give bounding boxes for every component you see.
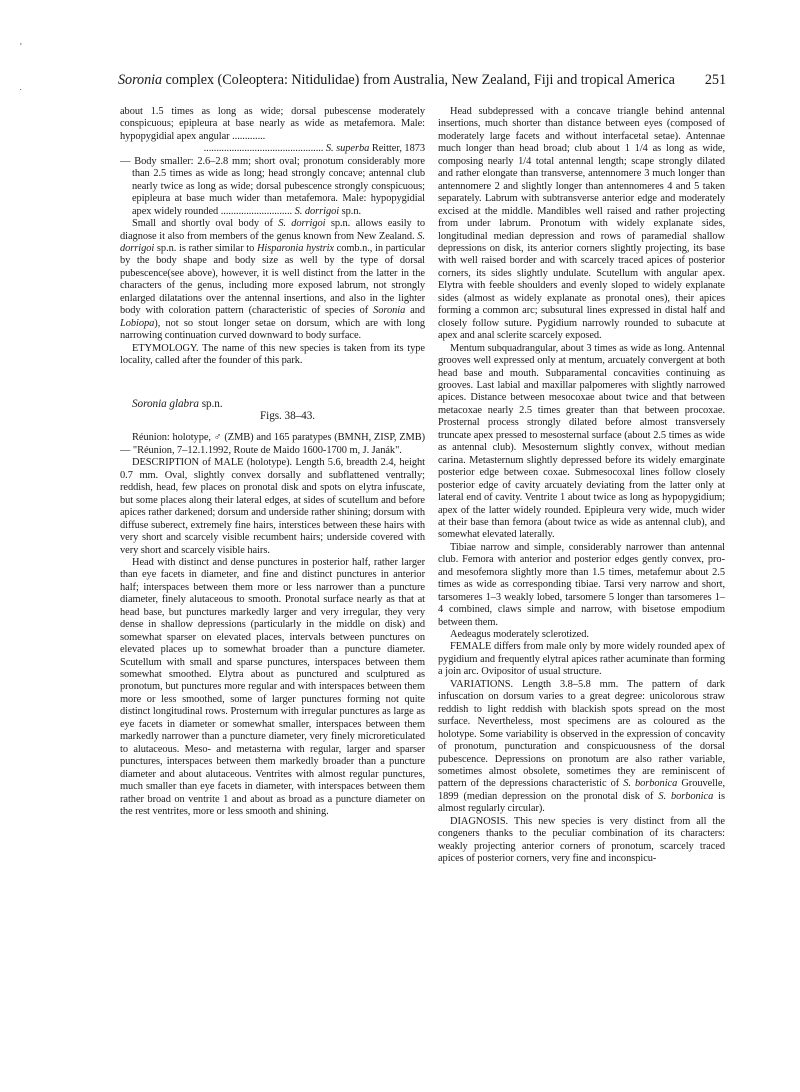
taxon-name: S. borbonica — [658, 790, 714, 802]
paragraph-female: FEMALE differs from male only by more widely rounded apex of pygidium and frequently elytral apices rather acuminate than forming a join arc. Ovipositor of usual structure. — [438, 641, 725, 678]
taxon-author: Reitter, 1873 — [369, 143, 425, 155]
taxon-name: Lobiopa — [120, 317, 155, 329]
margin-mark-bottom: ˙ — [19, 88, 23, 99]
paragraph-diagnosis: DIAGNOSIS. This new species is very distinct from all the congeners thanks to the peculiar combination of its characters: weakly projecting anterior corners of pronotum, scarcely traced apices of posterior corners, very fine and inconspicu- — [438, 815, 725, 865]
key-couplet-dorrigoi — [120, 156, 425, 218]
taxon-name: S. borbonica — [623, 778, 678, 790]
paragraph-material: Réunion: holotype, ♂ (ZMB) and 165 paratypes (BMNH, ZISP, ZMB) — "Réunion, 7–12.1.1992, Route de Maido 1600-1700 m, J. Janák". — [120, 432, 425, 456]
key-couplet-end: about 1.5 times as long as wide; dorsal pubescense moderately conspicuous; epipleura at base nearly as wide as metafemora. Male: hypopygidial apex angular ............. — [120, 106, 425, 142]
left-column — [120, 106, 425, 818]
species-heading — [120, 398, 425, 410]
text-run: Small and shortly oval body of — [132, 218, 279, 230]
text-run: sp.n. is rather similar to — [154, 242, 257, 254]
taxon-suffix: sp.n. — [339, 205, 362, 217]
paragraph-description: DESCRIPTION of MALE (holotype). Length 5.6, breadth 2.4, height 0.7 mm. Oval, slightly convex dorsally and subflattened ventrally; reddish, head, few places on pronotal disk and spots on elytra infuscate, but some places along their lateral edges, at sides of scutellum and before apices rather darkened; dorsum and underside rather shining; dorsum with diffuse suberect, extremely fine hairs, interstices between these hairs with very short and scarcely visible recumbent hairs; underside covered with very short and scarcely visible hairs. — [120, 457, 425, 556]
couplet-text: — Body smaller: 2.6–2.8 mm; short oval; pronotum considerably more than 2.5 times as wide as long; head strongly concave; antennal club nearly twice as long as wide; dorsal pubescence strongly conspicuous; epipleura at base much wider than metafemora. Male: hypopygidial apex widely rounded ............................ — [120, 155, 425, 217]
right-column — [438, 106, 725, 866]
leader-dots: ............................................... — [203, 143, 326, 155]
paragraph-head-structure: Head subdepressed with a concave triangle behind antennal insertions, much shorter than distance between eyes (composed of moderately large facets and without interfacetal setae). Antennae much longer than head broad; club about 1 1/4 as long as wide, composing nearly 1/4 total antennal length; scape strongly dilated and rather elongate than transverse, antennomere 3 much longer than antennomere 2 and slightly longer than antennomeres 4 and 5 taken separately. Labrum with subtransverse anterior edge and moderately excised at the middle. Mandibles well raised and rather projecting from under labrum. Pronotum with widely explanate sides, longitudinal median depression and rows of paramedial shallow depressions on disk, its anterior corners slightly projecting, its base with well raised border and with scarcely traced apices of posterior corners, its sides slightly undulate. Scutellum with angular apex. Elytra with feeble shoulders and evenly sloped to widely explanate sides (almost as widely explanate as pronotal ones), their apices forming a common arc; subsutural lines expressed in distal half and closely follow suture. Pygidium narrowly rounded to subacute at apex and anal sclerite scarcely exposed. — [438, 106, 725, 342]
header-genus: Soronia — [118, 72, 163, 88]
paragraph-legs: Tibiae narrow and simple, considerably narrower than antennal club. Femora with anterior and posterior edges gently convex, pro- and mesofemora slightly more than 1.5 times, metafemur about 2.5 times as wide as corresponding tibiae. Tarsi very narrow and short, tarsomeres 1–3 weakly lobed, tarsomere 5 longer than tarsomeres 1–4 combined, claws simple and narrow, with bisetose empodium between them. — [438, 541, 725, 628]
text-run: VARIATIONS. Length 3.8–5.8 mm. The pattern of dark infuscation on dorsum varies to a great degree: unicolorous straw reddish to light reddish with blackish spots spread on the most surface. Nevertheless, most specimens are as coloured as the holotype. Some variability is observed in the expression of concavity of pronotum, puncturation and conspicuousness of the dorsal pubescence. Depressions on pronotum are also rather variable, sometimes almost obsolete, sometimes they are reminiscent of pattern of the depressions characteristic of — [438, 678, 725, 790]
paragraph-etymology: ETYMOLOGY. The name of this new species is taken from its type locality, called after the founder of this park. — [120, 342, 425, 367]
text-run: sp.n. allows easily to diagnose it also from members of the genus known from New Zealand. — [120, 218, 425, 242]
paragraph-variations — [438, 679, 725, 816]
text-run: Grouvelle, 1899 (median depression on the pronotal disk of — [438, 778, 725, 802]
taxon-name: S. dorrigoi — [120, 230, 425, 254]
taxon-name: Soronia — [373, 305, 406, 317]
running-header — [118, 72, 726, 89]
taxon-name: S. superba — [325, 143, 370, 155]
taxon-name: Hisparonia hystrix — [256, 242, 334, 254]
key-result-superba — [120, 143, 425, 155]
taxon-name: S. dorrigoi — [294, 205, 340, 217]
text-run: and — [405, 305, 425, 317]
header-title: complex (Coleoptera: Nitidulidae) from Australia, New Zealand, Fiji and tropical America — [162, 72, 675, 88]
paragraph-aedeagus: Aedeagus moderately sclerotized. — [450, 629, 589, 641]
taxon-name: S. dorrigoi — [278, 218, 326, 230]
page-number: 251 — [704, 72, 726, 88]
margin-mark-top: ' — [20, 42, 22, 53]
text-run: is almost regularly circular). — [438, 790, 725, 815]
text-run: comb.n., in particular by the body shape and body size as well by the type of dorsal pubescence(see above), however, it is well distinct from the latter in the characters of the genus, including more exposed labrum, not strongly enlarged dilatations over the antennal insertions, and also in the lighter body with coloration pattern (characteristic of species of — [120, 242, 425, 317]
paragraph-mentum: Mentum subquadrangular, about 3 times as wide as long. Antennal grooves well expressed only at mentum, arcuately convergent at both head base and mouth. Subparamental concavities continuing as grooves. Last labial and maxillar palpomeres with slightly narrowed apices. Distance between mesocoxae about twice and that between metacoxae nearly 2.5 times greater than that between procoxae. Prosternal process strongly dilated before almost transversely truncate apex pressed to mesosternal surface (about 2.5 times as wide as antennal club). Mesosternum slightly convex, without median carina. Metasternum slightly depressed before its widely emarginate posterior edge between coxae. Submesocoxal lines follow closely posterior edge of cavity arcuately deviating from the latter only at lateral end of cavity. Ventrite 1 about twice as long as hypopygidium; apex of the latter widely rounded. Epipleura very wide, much wider at their base than femora (about twice as wide as antennal club), and somewhat elevated laterally. — [438, 342, 725, 541]
paragraph-head-sculpture: Head with distinct and dense punctures in posterior half, rather larger than eye facets in diameter, and fine and distinct punctures in anterior half; interspaces between them more or less narrower than a puncture diameter, finely alutaceous to smooth. Pronotal surface nearly as that at head base, but punctures markedly larger and very irregular, they very dense in shallow depressions (particularly in the middle on disk) and somewhat sparser on elevated places, intervals between punctures on elevated places up to somewhat broader than a puncture diameter. Scutellum with small and sparse punctures, interspaces between them somewhat smoothed. Elytra about as punctured and sculptured as pronotum, but punctures more regular and with interspaces between them more or less smoothed, some of larger punctures forming not quite distinct longitudinal rows. Prosternum with irregular punctures as large as eye facets in diameter or somewhat smaller, interspaces between them markedly narrower than a puncture diameter, very finely microreticulated to alutaceous. Meso- and metasterna with regular, larger and sparser punctures, interspaces between them markedly broader than a puncture diameter and about alutaceous. Ventrites with almost regular punctures, much smaller than eye facets in diameter, with interspaces between them rather broad on ventrite 1 and about as broad as a puncture diameter on the rest ventrites, more or less smooth and shining. — [120, 556, 425, 818]
text-run: ), not so stout longer setae on dorsum, which are with long narrowing continuation curved downward to body surface. — [120, 317, 425, 342]
taxon-name: Soronia glabra — [132, 397, 199, 410]
taxon-suffix: sp.n. — [198, 397, 223, 410]
paragraph-comparison — [120, 218, 425, 343]
figure-reference: Figs. 38–43. — [259, 409, 316, 422]
